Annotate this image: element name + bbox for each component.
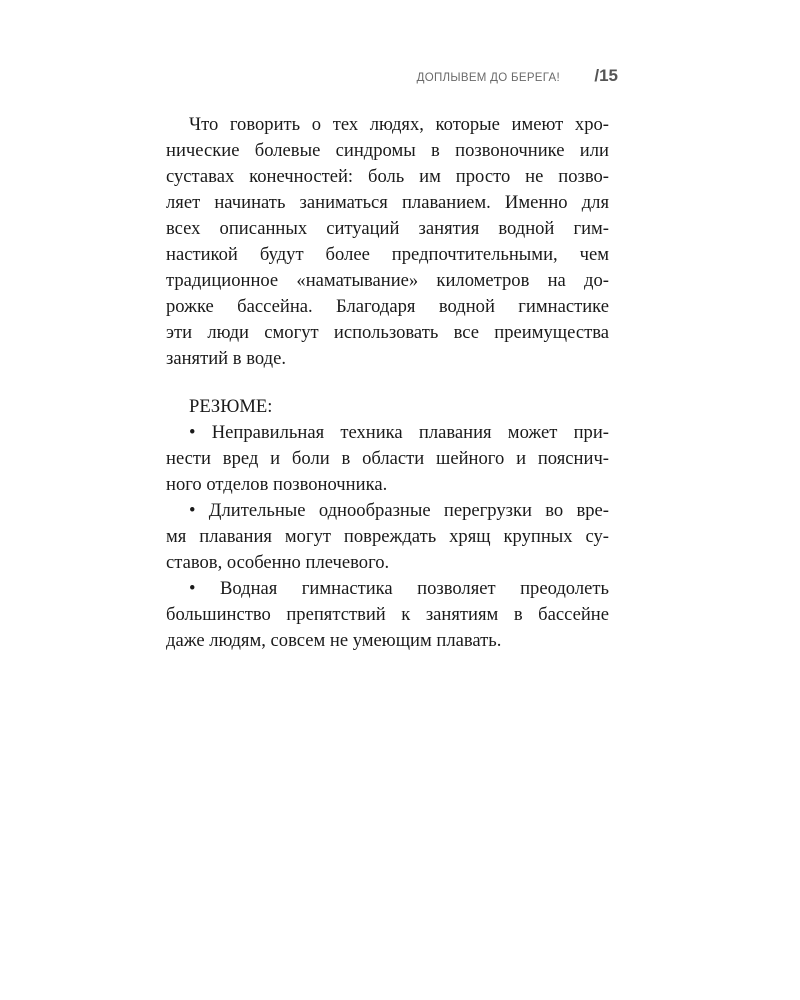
- text-line: даже людям, совсем не умеющим плавать.: [166, 630, 502, 651]
- text-line: ного отделов позвоночника.: [166, 474, 388, 495]
- text-line: эти люди смогут использовать все преимущества: [166, 322, 609, 343]
- summary-bullet: [166, 420, 609, 498]
- text-line: занятий в воде.: [166, 348, 286, 369]
- summary-section: [166, 394, 609, 654]
- summary-bullet: [166, 498, 609, 576]
- summary-heading: РЕЗЮМЕ:: [189, 396, 273, 417]
- text-line: ляет начинать заниматься плаванием. Именно для: [166, 192, 609, 213]
- running-title: ДОПЛЫВЕМ ДО БЕРЕГА!: [416, 72, 560, 84]
- text-line: рожке бассейна. Благодаря водной гимнастике: [166, 296, 609, 317]
- text-line: настикой будут более предпочтительными, чем: [166, 244, 609, 265]
- text-line: большинство препятствий к занятиям в бассейне: [166, 604, 609, 625]
- text-line: традиционное «наматывание» километров на до-: [166, 270, 609, 291]
- text-line: • Длительные однообразные перегрузки во вре-: [189, 500, 609, 521]
- text-line: Что говорить о тех людях, которые имеют хро-: [189, 114, 609, 135]
- text-line: всех описанных ситуаций занятия водной гим-: [166, 218, 609, 239]
- text-line: суставах конечностей: боль им просто не позво-: [166, 166, 609, 187]
- page-number: /15: [594, 66, 618, 85]
- summary-bullet: [166, 576, 609, 654]
- text-line: • Неправильная техника плавания может при-: [189, 422, 609, 443]
- text-line: • Водная гимнастика позволяет преодолеть: [189, 578, 609, 599]
- text-line: нести вред и боли в области шейного и пояснич-: [166, 448, 609, 469]
- paragraph: [166, 112, 609, 372]
- page-body: [166, 112, 609, 654]
- spacer: [166, 372, 609, 394]
- text-line: мя плавания могут повреждать хрящ крупных су-: [166, 526, 609, 547]
- running-header: [166, 66, 618, 90]
- text-line: нические болевые синдромы в позвоночнике или: [166, 140, 609, 161]
- text-line: ставов, особенно плечевого.: [166, 552, 390, 573]
